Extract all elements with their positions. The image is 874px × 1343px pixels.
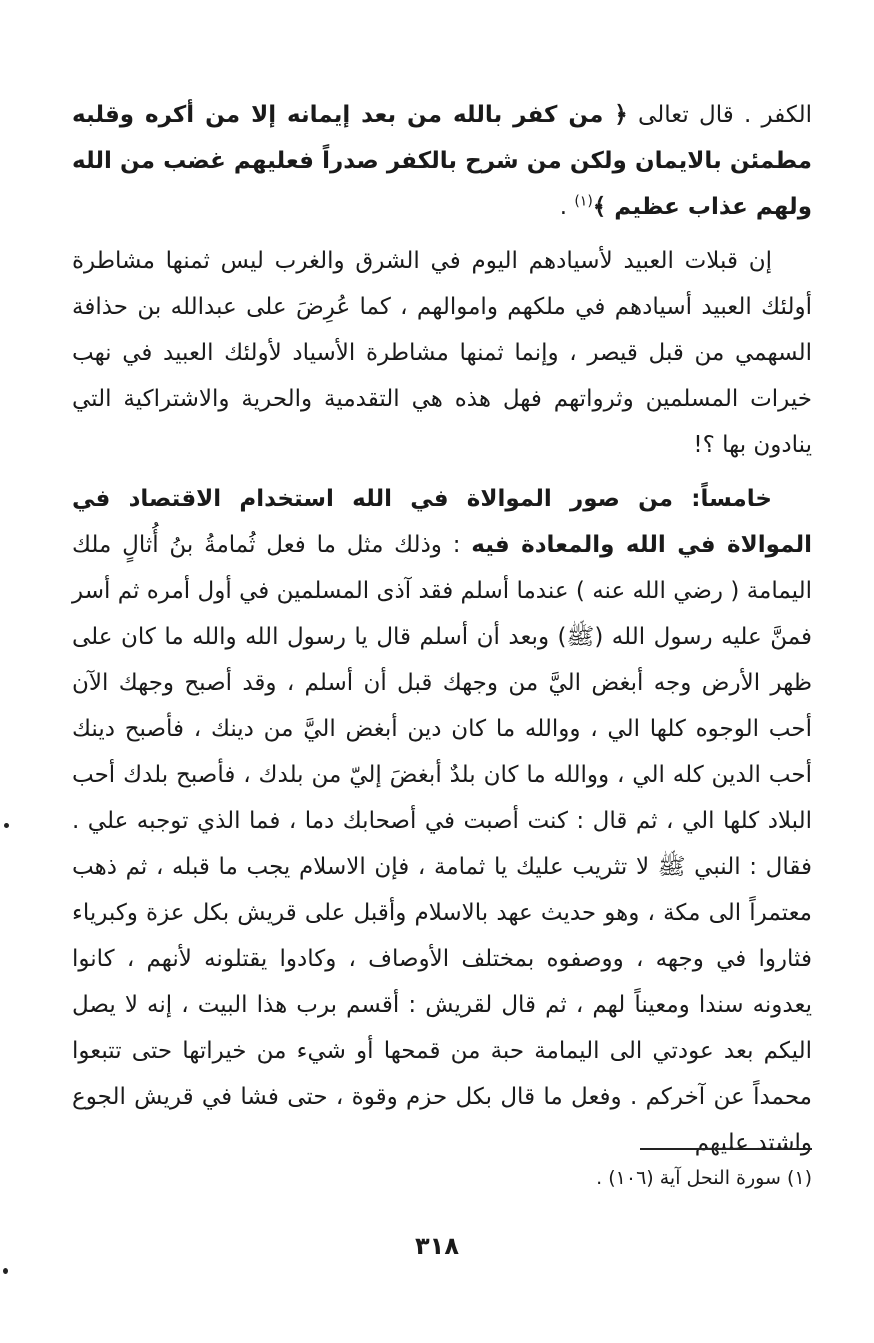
page-body — [72, 92, 812, 1174]
scan-speck — [3, 1268, 8, 1274]
section-heading-title: : من صور الموالاة في الله استخدام الاقتصاد في الموالاة في الله والمعادة فيه — [72, 486, 812, 558]
verse-close-bracket: ﴾ — [592, 194, 607, 220]
paragraph-1-lead: الكفر . قال تعالى — [627, 102, 812, 128]
footnote-separator — [640, 1148, 812, 1150]
page-number: ٣١٨ — [415, 1232, 459, 1260]
footnote: (١) سورة النحل آية (١٠٦) . — [596, 1167, 812, 1189]
paragraph-3 — [72, 476, 812, 1166]
section-heading-number: خامساً — [700, 486, 772, 512]
footnote-reference[interactable]: (١) — [574, 193, 593, 210]
paragraph-1 — [72, 92, 812, 230]
quran-verse: من كفر بالله من بعد إيمانه إلا من أكره وقلبه مطمئن بالايمان ولكن من شرح بالكفر صدراً فعليهم غضب من الله ولهم عذاب عظيم — [72, 102, 812, 220]
paragraph-2: إن قبلات العبيد لأسيادهم اليوم في الشرق والغرب ليس ثمنها مشاطرة أولئك العبيد أسيادهم في ملكهم واموالهم ، كما عُرِضَ على عبدالله بن حذافة السهمي من قبل قيصر ، وإنما ثمنها مشاطرة الأسياد لأولئك العبيد في نهب خيرات المسلمين وثرواتهم فهل هذه هي التقدمية والحرية والاشتراكية التي ينادون بها ؟! — [72, 248, 812, 458]
paragraph-1-tail: . — [559, 194, 575, 220]
paragraph-3-body: : وذلك مثل ما فعل ثُمامةُ بنُ أُثالٍ ملك اليمامة ( رضي الله عنه ) عندما أسلم فقد آذى المسلمين في أول أمره ثم أسر فمنَّ عليه رسول الله (ﷺ) وبعد أن أسلم قال يا رسول الله والله ما كان على ظهر الأرض وجه أبغض اليَّ من وجهك قبل أن أسلم ، وقد أصبح وجهك الآن أحب الوجوه كلها الي ، ووالله ما كان دين أبغض اليَّ من دينك ، فأصبح دينك أحب الدين كله الي ، ووالله ما كان بلدٌ أبغضَ إليّ من بلدك ، فأصبح بلدك أحب البلاد كلها الي ، ثم قال : كنت أصبت في أصحابك دما ، فما الذي توجبه علي . فقال : النبي ﷺ لا تثريب عليك يا ثمامة ، فإن الاسلام يجب ما قبله ، ثم ذهب معتمراً الى مكة ، وهو حديث عهد بالاسلام وأقبل على قريش بكل عزة وكبرياء فثاروا في وجهه ، ووصفوه بمختلف الأوصاف ، وكادوا يقتلونه لأنهم ، كانوا يعدونه سندا ومعيناً لهم ، ثم قال لقريش : أقسم برب هذا البيت ، إنه لا يصل اليكم بعد عودتي الى اليمامة حبة من قمحها أو شيء من خيراتها حتى تتبعوا محمداً عن آخركم . وفعل ما قال بكل حزم وقوة ، حتى فشا في قريش الجوع واشتد عليهم — [72, 532, 812, 1156]
verse-open-bracket: ﴿ — [614, 102, 628, 128]
scan-speck — [4, 823, 9, 828]
